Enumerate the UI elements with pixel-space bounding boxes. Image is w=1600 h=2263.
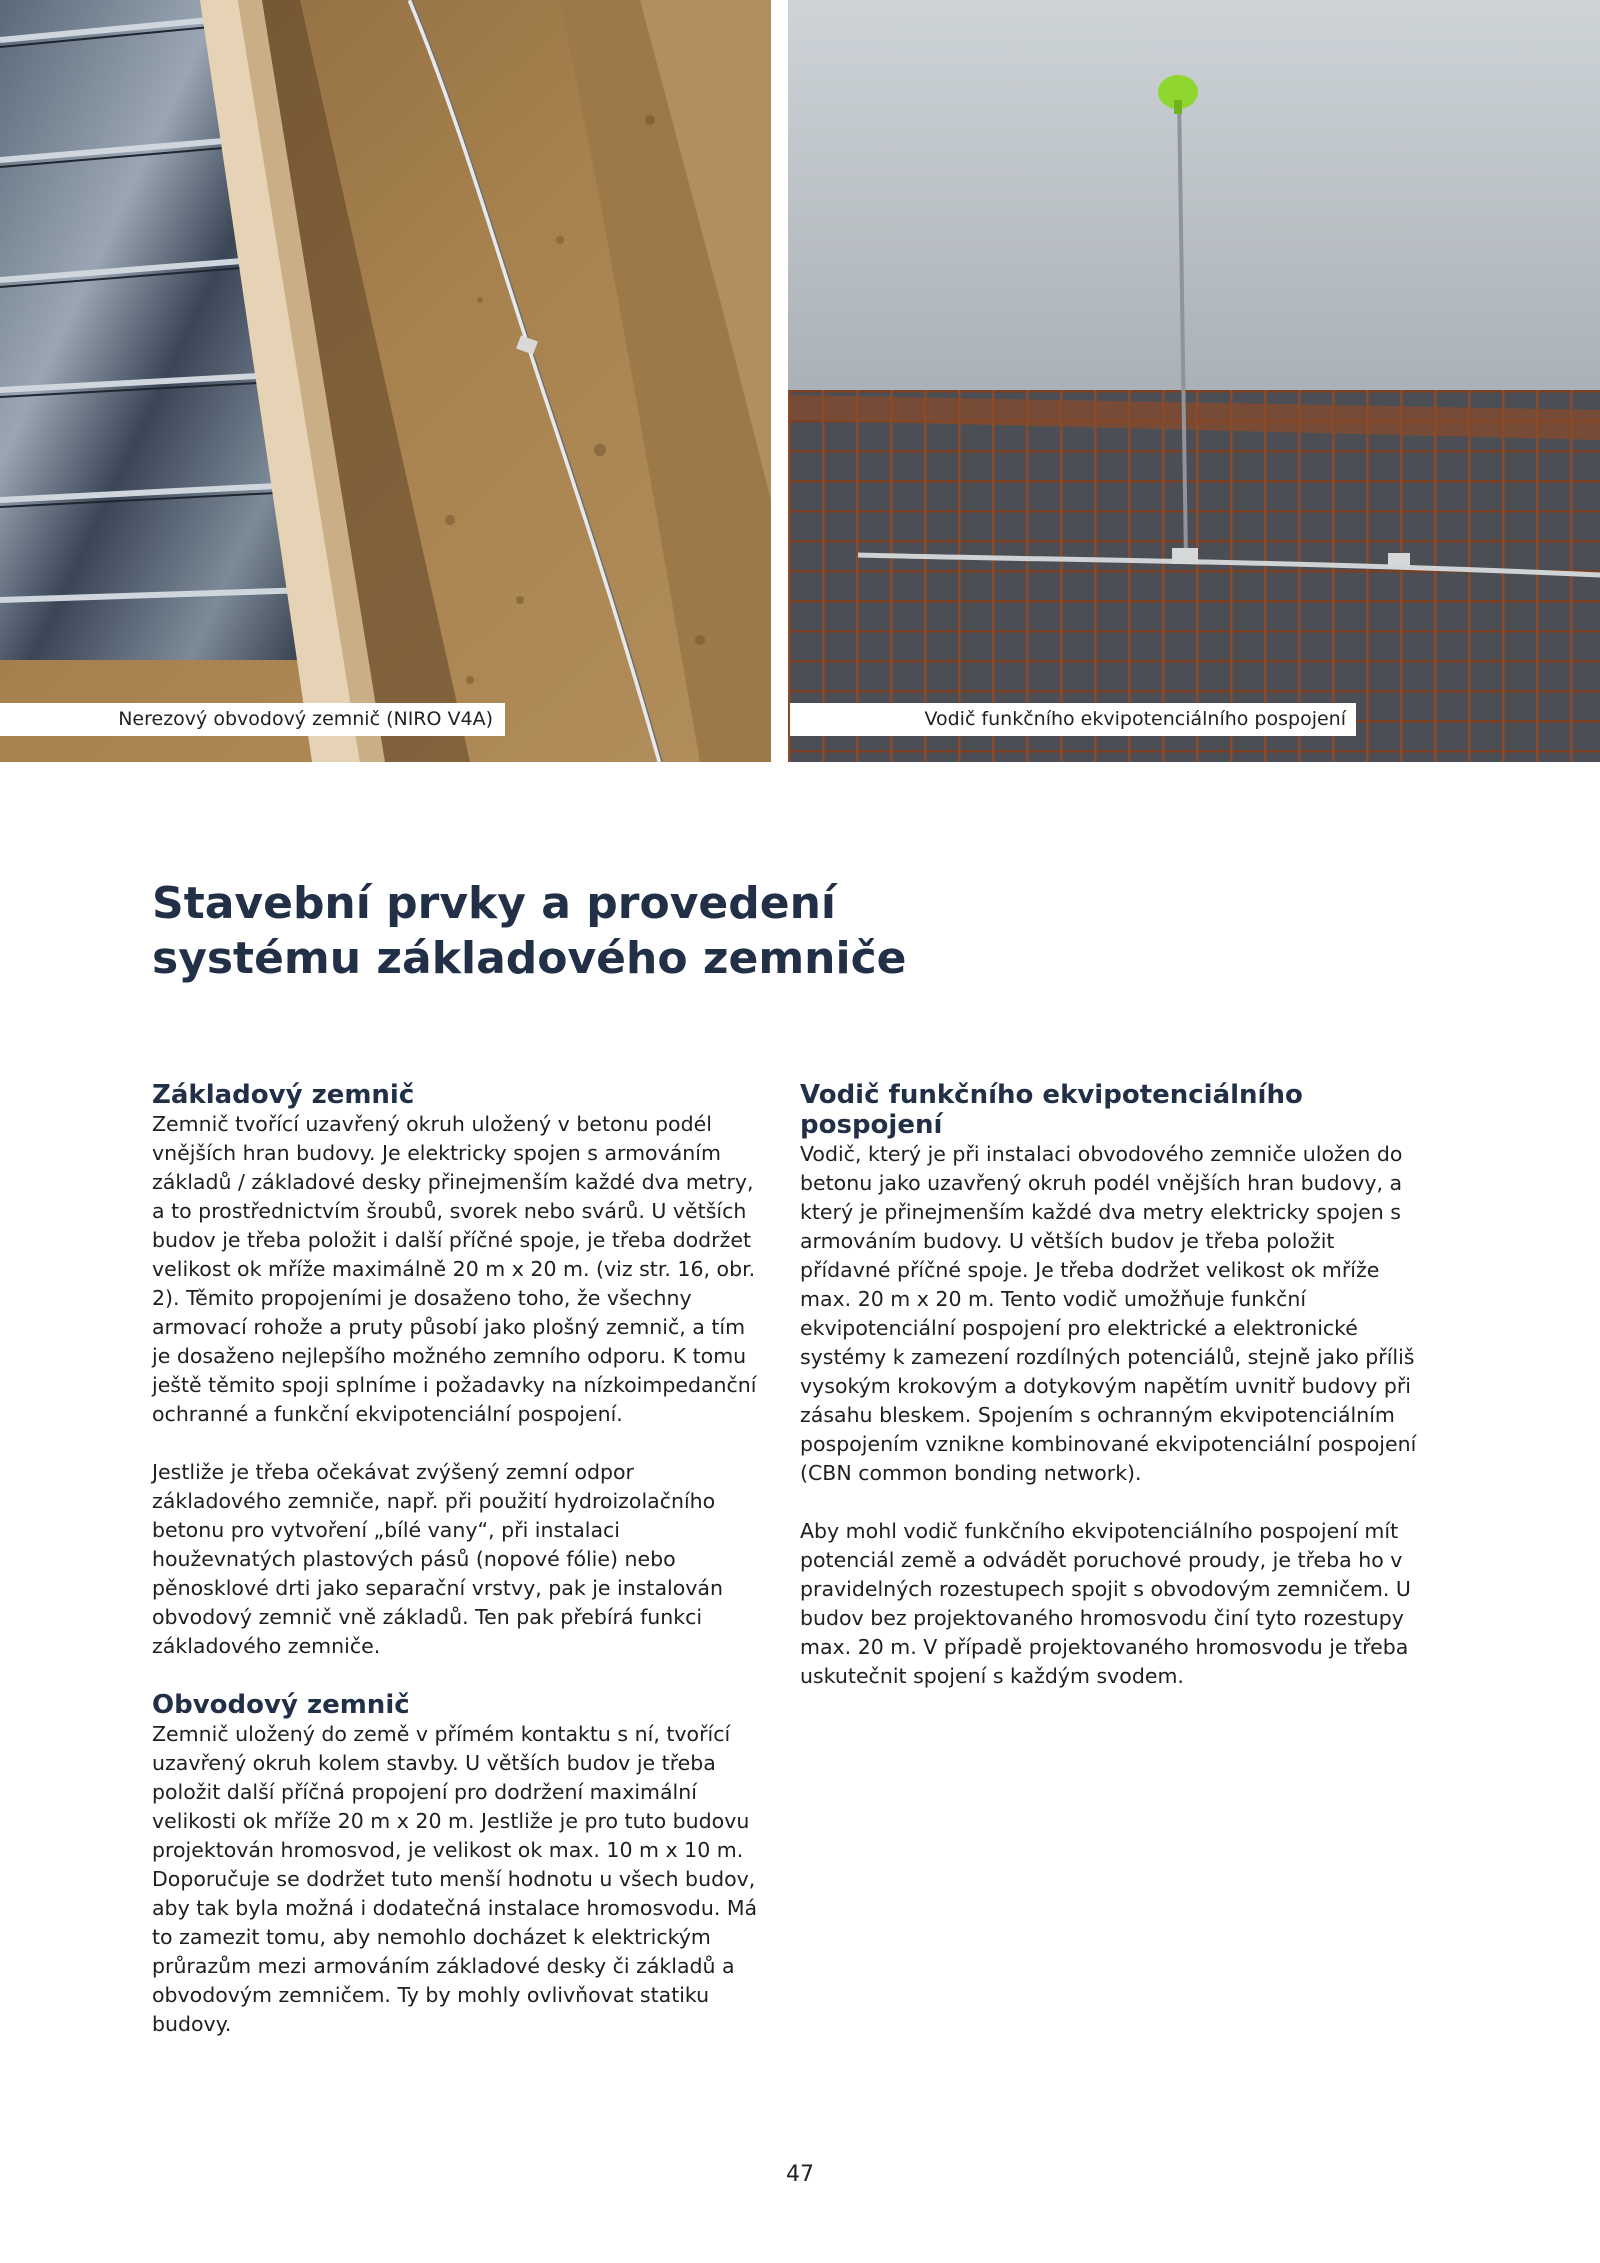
paragraph-bonding-1: Vodič, který je při instalaci obvodového zemniče uložen do betonu jako uzavřený okruh podél vnějších hran budovy, a který je přinejmenším každé dva metry elektricky spojen s armováním budovy. U větších budov je třeba položit přídavné příčné spoje. Je třeba dodržet velikost ok mříže max. 20 m x 20 m. Tento vodič umožňuje funkční ekvipotenciální pospojení pro elektrické a elektronické systémy k zamezení rozdílných potenciálů, stejně jako příliš vysokým krokovým a dotykovým napětím uvnitř budovy při zásahu bleskem. Spojením s ochranným ekvipotenciálním pospojením vznikne kombinované ekvipotenciální pospojení (CBN common bonding network). <box>800 1142 1417 1485</box>
photo-right-illustration <box>788 0 1600 762</box>
photo-left-illustration <box>0 0 771 762</box>
heading-equipotential-bonding-conductor: Vodič funkčního ekvipotenciálního pospojení <box>800 1080 1303 1140</box>
paragraph-ring-1: Zemnič uložený do země v přímém kontaktu s ní, tvořící uzavřený okruh kolem stavby. U větších budov je třeba položit další příčná propojení pro dodržení maximální velikosti ok mříže 20 m x 20 m. Jestliže je pro tuto budovu projektován hromosvod, je velikost ok max. 10 m x 10 m. Doporučuje se dodržet tuto menší hodnotu u všech budov, aby tak byla možná i dodatečná instalace hromosvodu. Má to zamezit tomu, aby nemohlo docházet k elektrickým průrazům mezi armováním základové desky či základů a obvodovým zemničem. Ty by mohly ovlivňovat statiku budovy. <box>152 1722 758 2036</box>
page-title <box>152 876 1052 986</box>
photo-caption-left: Nerezový obvodový zemnič (NIRO V4A) <box>0 703 505 736</box>
photo-perimeter-earth-electrode <box>0 0 771 762</box>
page-number: 47 <box>786 2162 814 2187</box>
paragraph-foundation-1: Zemnič tvořící uzavřený okruh uložený v betonu podél vnějších hran budovy. Je elektricky spojen s armováním základů / základové desky přinejmenším každé dva metry, a to prostřednictvím šroubů, svorek nebo svárů. U větších budov je třeba položit i další příčné spoje, je třeba dodržet velikost ok mříže maximálně 20 m x 20 m. (viz str. 16, obr. 2). Těmito propojeními je dosaženo toho, že všechny armovací rohože a pruty působí jako plošný zemnič, a tím je dosaženo nejlepšího možného zemního odporu. K tomu ještě těmito spoji splníme i požadavky na nízkoimpedanční ochranné a funkční ekvipotenciální pospojení. <box>152 1112 757 1426</box>
paragraph-foundation-2: Jestliže je třeba očekávat zvýšený zemní odpor základového zemniče, např. při použití hydroizolačního betonu pro vytvoření „bílé vany“, při instalaci houževnatých plastových pásů (nopové fólie) nebo pěnosklové drti jako separační vrstvy, pak je instalován obvodový zemnič vně základů. Ten pak přebírá funkci základového zemniče. <box>152 1460 723 1658</box>
heading-ring-earth-electrode: Obvodový zemnič <box>152 1690 410 1720</box>
page-title-line2: systému základového zemniče <box>152 933 907 984</box>
page-title-line1: Stavební prvky a provedení <box>152 878 836 929</box>
paragraph-bonding-2: Aby mohl vodič funkčního ekvipotenciálního pospojení mít potenciál země a odvádět poruchové proudy, je třeba ho v pravidelných rozestupech spojit s obvodovým zemničem. U budov bez projektovaného hromosvodu činí tyto rozestupy max. 20 m. V případě projektovaného hromosvodu je třeba uskutečnit spojení s každým svodem. <box>800 1519 1411 1688</box>
left-column <box>152 1080 762 2068</box>
heading-foundation-earth-electrode: Základový zemnič <box>152 1080 415 1110</box>
photo-caption-right: Vodič funkčního ekvipotenciálního pospojení <box>790 703 1356 736</box>
photo-equipotential-bonding-conductor <box>788 0 1600 762</box>
right-column <box>800 1080 1430 1720</box>
